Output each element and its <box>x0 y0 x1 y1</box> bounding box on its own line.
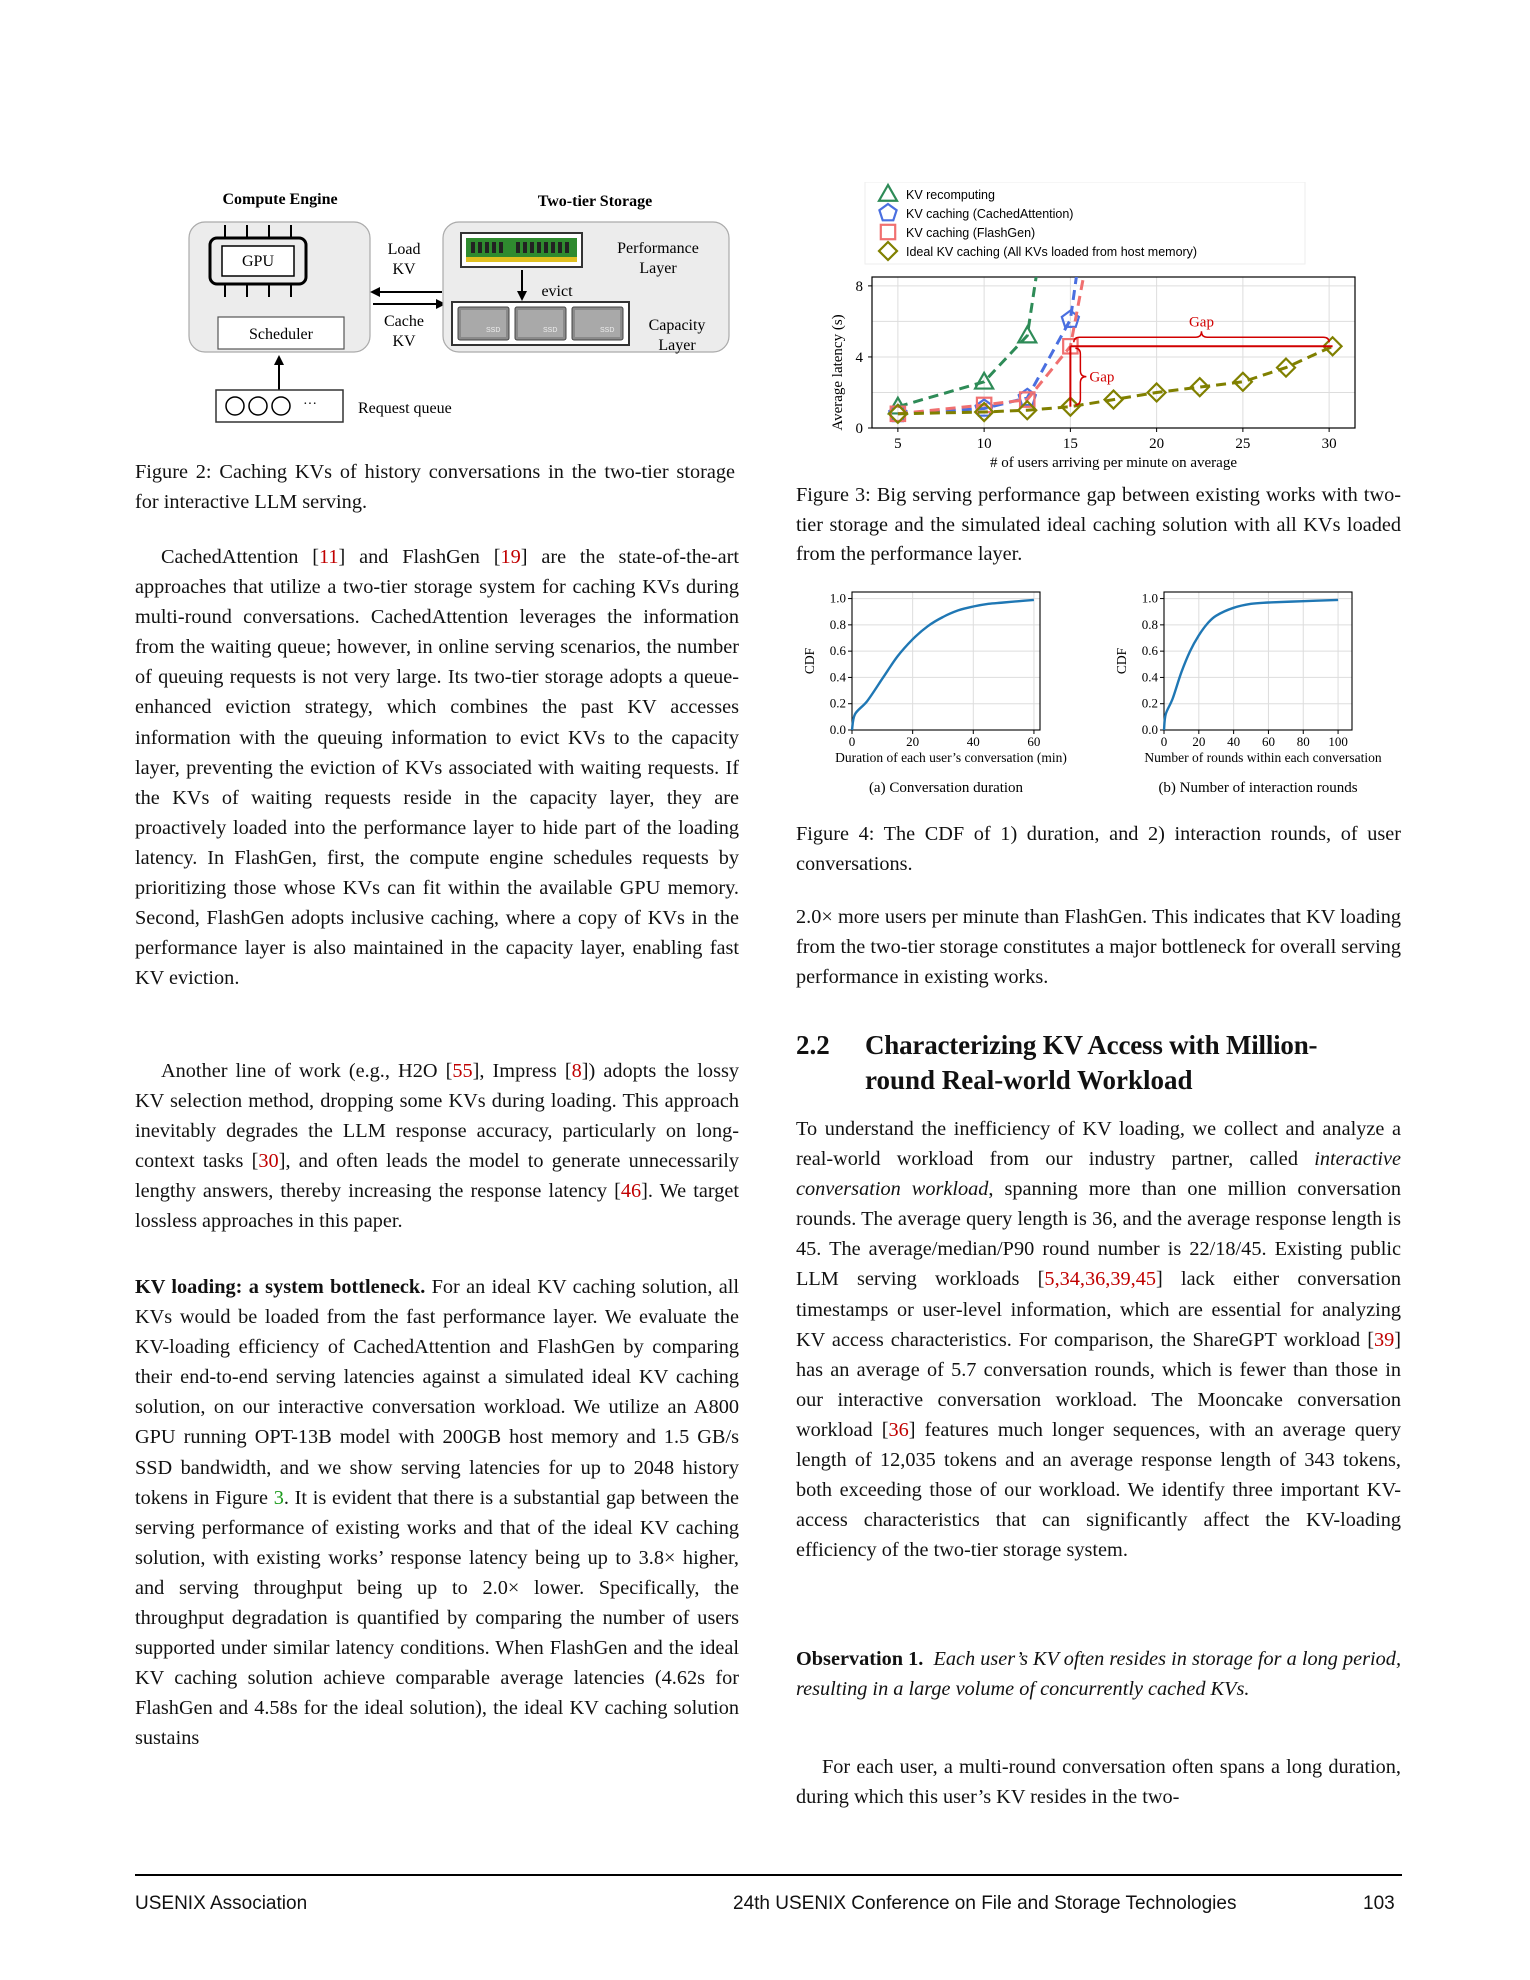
section-number: 2.2 <box>796 1030 830 1060</box>
load-kv-label-1: Load <box>387 241 421 258</box>
load-kv-label-2: KV <box>392 261 416 278</box>
x-tick-label: 0 <box>848 734 856 749</box>
x-tick-label: 80 <box>1296 734 1310 749</box>
x-axis-label: Number of rounds within each conversation <box>1144 750 1382 765</box>
svg-text:SSD: SSD <box>600 327 615 334</box>
capacity-layer-label-1: Capacity <box>648 317 706 334</box>
x-tick-label: 0 <box>1160 734 1168 749</box>
y-tick-label: 4 <box>855 349 863 366</box>
x-tick-label: 5 <box>894 436 902 452</box>
y-axis-label: CDF <box>802 647 817 675</box>
two-tier-storage-label: Two-tier Storage <box>537 193 653 210</box>
citation-link[interactable]: 36 <box>1085 1268 1106 1291</box>
left-paragraph-3: KV loading: a system bottleneck. For an ideal KV caching solution, all KVs would be loaded from the fast performance layer. We evaluate the KV-loading efficiency of CachedAttention and FlashGen by comparing their end-to-end serving latencies against a simulated ideal KV caching solution, on our interactive conversation workload. We utilize an A800 GPU running OPT-13B model with 200GB host memory and 1.5 GB/s SSD bandwidth, and we show serving latencies for up to 2048 history tokens in Figure 3. It is evident that there is a substantial gap between the serving performance of existing works and that of the ideal KV caching solution, with existing works’ response latency being up to 3.8× higher, and serving throughput being up to 2.0× lower. Specifically, the throughput degradation is quantified by comparing the number of users supported under similar latency conditions. When FlashGen and the ideal KV caching solution achieve comparable average latencies (4.62s for FlashGen and 4.58s for the ideal solution), the ideal KV caching solution sustains <box>135 1276 739 1750</box>
legend-entry: KV recomputing <box>906 188 995 202</box>
y-tick-label: 1.0 <box>829 590 846 606</box>
y-tick-label: 0.2 <box>829 695 846 711</box>
x-tick-label: 20 <box>906 734 920 749</box>
citation-link[interactable]: 5 <box>1044 1268 1055 1291</box>
figure4-caption: Figure 4: The CDF of 1) duration, and 2) interaction rounds, of user conversations. <box>796 823 1401 875</box>
y-tick-label: 0.6 <box>829 643 846 659</box>
figure4a-chart <box>800 582 1100 802</box>
y-tick-label: 0.0 <box>1141 722 1158 737</box>
y-tick-label: 1.0 <box>1141 590 1158 606</box>
subfigure-caption: (b) Number of interaction rounds <box>1158 780 1358 796</box>
right-paragraph-1: 2.0× more users per minute than FlashGen. This indicates that KV loading from the two-tier storage constitutes a major bottleneck for overall serving performance in existing works. <box>796 906 1401 989</box>
request-queue-label: Request queue <box>358 400 452 417</box>
citation-link[interactable]: 19 <box>500 546 521 568</box>
y-axis-label: Average latency (s) <box>830 314 846 431</box>
capacity-layer-label-2: Layer <box>658 337 696 354</box>
series-line <box>898 346 1333 414</box>
citation-link[interactable]: 34 <box>1059 1268 1080 1291</box>
right-paragraph-3: For each user, a multi-round conversation often spans a long duration, during which this user’s KV resides in the two- <box>796 1756 1401 1809</box>
citation-link[interactable]: 39 <box>1110 1268 1131 1291</box>
citation-link[interactable]: 30 <box>258 1150 279 1173</box>
x-tick-label: 20 <box>1149 436 1165 452</box>
citation-link[interactable]: 46 <box>620 1180 642 1203</box>
citation-link[interactable]: 36 <box>888 1418 909 1441</box>
memory-module-icon <box>461 233 582 267</box>
plot-frame <box>872 277 1355 428</box>
y-tick-label: 0.8 <box>1141 616 1158 632</box>
y-tick-label: 0.4 <box>829 669 846 685</box>
y-tick-label: 0.0 <box>829 722 846 737</box>
left-paragraph-1: CachedAttention [11] and FlashGen [19] are the state-of-the-art approaches that utilize a two-tier storage system for caching KVs during multi-round conversations. CachedAttention leverages the information from the waiting queue; however, in online serving scenarios, the number of queuing requests is not very large. Its two-tier storage adopts a queue-enhanced eviction strategy, which combines the past KV accesses information with the queuing information to evict KVs to the capacity layer, preventing the eviction of KVs associated with waiting requests. If the KVs of waiting requests reside in the capacity layer, they are proactively loaded into the performance layer to hide part of the loading latency. In FlashGen, first, the compute engine schedules requests by prioritizing those whose KVs can fit within the available GPU memory. Second, FlashGen adopts inclusive caching, where a copy of KVs in the performance layer is also maintained in the capacity layer, enabling fast KV eviction. <box>135 546 739 990</box>
x-axis-label: Duration of each user’s conversation (min) <box>835 750 1067 765</box>
x-tick-label: 25 <box>1235 436 1251 452</box>
y-tick-label: 0 <box>855 421 863 437</box>
section-title-line-1: Characterizing KV Access with Million- <box>865 1030 1318 1060</box>
section-title-line-2: round Real-world Workload <box>865 1065 1193 1095</box>
y-tick-label: 0.6 <box>1141 643 1158 659</box>
footer-rule <box>135 1874 1402 1876</box>
data-point <box>1018 327 1036 343</box>
page-number: 103 <box>1363 1893 1395 1914</box>
citation-link[interactable]: 8 <box>571 1060 582 1082</box>
figure4b-chart <box>1112 582 1408 802</box>
figure3-chart <box>820 182 1400 477</box>
performance-layer-label-1: Performance <box>617 240 699 257</box>
y-tick-label: 0.2 <box>1141 695 1158 711</box>
legend-entry: KV caching (CachedAttention) <box>906 207 1074 221</box>
y-tick-label: 8 <box>855 278 863 295</box>
compute-engine-label: Compute Engine <box>222 191 338 208</box>
gap-brace-horizontal <box>1074 331 1329 342</box>
x-tick-label: 15 <box>1062 436 1078 452</box>
x-axis-label: # of users arriving per minute on average <box>990 455 1237 471</box>
scheduler-label: Scheduler <box>249 326 313 343</box>
citation-link[interactable]: 45 <box>1135 1268 1156 1291</box>
evict-label: evict <box>541 283 573 300</box>
cache-kv-label-2: KV <box>392 333 416 350</box>
figure-ref-link[interactable]: 3 <box>273 1486 284 1509</box>
footer-left: USENIX Association <box>135 1893 308 1914</box>
cache-kv-label-1: Cache <box>384 313 424 330</box>
cdf-curve <box>852 600 1034 730</box>
x-tick-label: 40 <box>1227 734 1241 749</box>
subfigure-caption: (a) Conversation duration <box>868 780 1024 796</box>
x-tick-label: 10 <box>976 436 992 452</box>
x-tick-label: 20 <box>1192 734 1206 749</box>
x-tick-label: 40 <box>966 734 980 749</box>
x-tick-label: 100 <box>1328 734 1348 749</box>
right-paragraph-2: To understand the inefficiency of KV loading, we collect and analyze a real-world workload from our industry partner, called interactive conversation workload, spanning more than one million conversation rounds. The average query length is 36, and the average response length is 45. The average/median/P90 round number is 22/18/45. Existing public LLM serving workloads [5,34,36,39,45] lack either conversation timestamps or user-level information, which are essential for analyzing KV access characteristics. For comparison, the ShareGPT workload [39] has an average of 5.7 conversation rounds, which is fewer than those in our interactive conversation workload. The Mooncake conversation workload [36] features much longer sequences, with an average query length of 12,035 tokens and an average response length of 343 tokens, both exceeding those of our workload. We identify three important KV-access characteristics that can significantly affect the KV-loading efficiency of the two-tier storage system. <box>796 1118 1401 1562</box>
ssd-drive-icon-2 <box>515 307 566 340</box>
gap-label: Gap <box>1089 369 1115 386</box>
citation-link[interactable]: 39 <box>1373 1328 1395 1351</box>
ssd-drive-icon-3 <box>572 307 623 340</box>
paragraph-run-in-heading: KV loading: a system bottleneck. <box>135 1276 426 1298</box>
figure2-caption: Figure 2: Caching KVs of history conversations in the two-tier storage for interactive LLM serving. <box>135 461 735 513</box>
x-tick-label: 30 <box>1321 436 1337 452</box>
observation-1: Observation 1. Each user’s KV often resides in storage for a long period, resulting in a large volume of concurrently cached KVs. <box>796 1648 1402 1701</box>
y-axis-label: CDF <box>1114 647 1129 675</box>
svg-text:SSD: SSD <box>486 327 501 334</box>
plot-frame <box>1164 592 1352 730</box>
figure2-diagram <box>180 180 740 430</box>
chart-legend <box>865 182 1305 264</box>
plot-frame <box>852 592 1040 730</box>
gap-label: Gap <box>1188 314 1214 331</box>
request-queue-box <box>216 390 343 422</box>
ssd-drive-icon-1 <box>458 307 509 340</box>
footer-center: 24th USENIX Conference on File and Storage Technologies <box>733 1893 1237 1914</box>
legend-entry: KV caching (FlashGen) <box>906 226 1036 240</box>
cdf-curve <box>1164 600 1338 730</box>
svg-text:SSD: SSD <box>543 327 558 334</box>
y-tick-label: 0.4 <box>1141 669 1158 685</box>
legend-entry: Ideal KV caching (All KVs loaded from host memory) <box>906 245 1198 259</box>
citation-link[interactable]: 11 <box>319 546 339 568</box>
performance-layer-label-2: Layer <box>639 260 677 277</box>
y-tick-label: 0.8 <box>829 616 846 632</box>
citation-link[interactable]: 55 <box>452 1060 473 1082</box>
left-paragraph-2: Another line of work (e.g., H2O [55], Impress [8]) adopts the lossy KV selection method, dropping some KVs during loading. This approach inevitably degrades the LLM response accuracy, particularly on long-context tasks [30], and often leads the model to generate unnecessarily lengthy answers, thereby increasing the response latency [46]. We target lossless approaches in this paper. <box>135 1060 739 1233</box>
svg-text:···: ··· <box>303 397 317 412</box>
figure3-caption: Figure 3: Big serving performance gap between existing works with two-tier storage and the simulated ideal caching solution with all KVs loaded from the performance layer. <box>796 484 1401 565</box>
gpu-label: GPU <box>241 253 275 270</box>
x-tick-label: 60 <box>1261 734 1275 749</box>
x-tick-label: 60 <box>1027 734 1041 749</box>
